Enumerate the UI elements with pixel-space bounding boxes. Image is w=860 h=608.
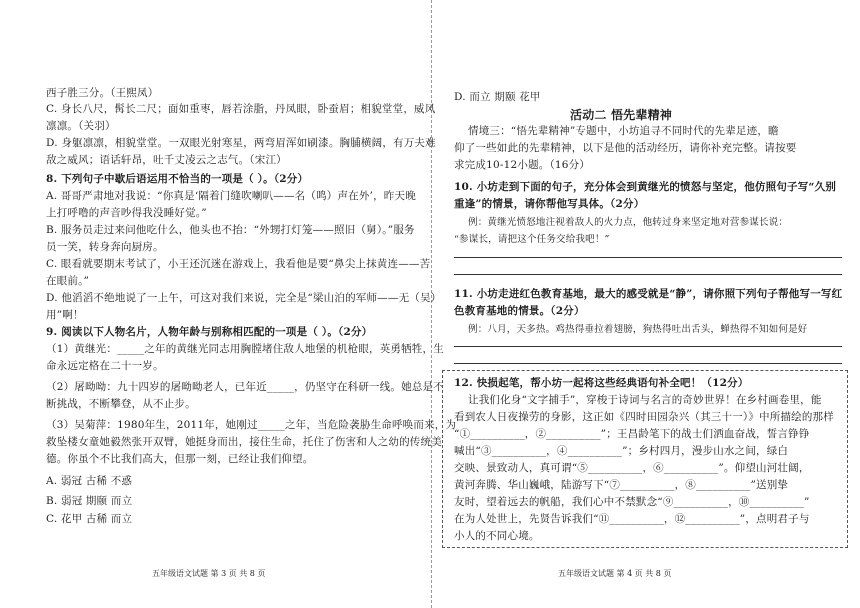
q9-option-c: C. 花甲 古稀 而立 — [46, 513, 133, 525]
q9-card-line: 德。你虽个不比我们高大，但那一刻，已经让我们仰望。 — [46, 453, 314, 465]
question-9-stem: 9. 阅读以下人物名片，人物年龄与别称相匹配的一项是（ ）。（2分） — [46, 326, 373, 338]
q9-card-line: （3）吴菊萍：1980年生，2011年，她刚过_____之年，当危险袭胁生命呼唤而来，为 — [46, 419, 457, 431]
q12-line: 黄河奔腾、华山巍峨，陆游写下“⑦__________，⑧__________”送别挚 — [454, 479, 789, 491]
answer-line[interactable] — [454, 274, 842, 275]
question-11-stem: 11. 小坊走进红色教育基地，最大的感受就是“静”，请你照下列句子帮他写一写红 — [454, 288, 843, 300]
question-10-stem: 10. 小坊走到下面的句子，充分体会到黄继光的愤怒与坚定，他仿照句子写“久别 — [454, 181, 837, 193]
text-line: 西子胜三分。（王熙凤） — [46, 87, 159, 99]
q9-card-line: （1）黄继光：_____之年的黄继光同志用胸膛堵住敌人地堡的机枪眼，英勇牺牲，生 — [46, 343, 444, 355]
q12-line: “①__________，②__________”；王昌龄笔下的战士们洒血奋战，誓言铮铮 — [454, 428, 810, 440]
answer-line[interactable] — [454, 257, 842, 258]
q9-card-line: （2）屠呦呦：九十四岁的屠呦呦老人，已年近_____，仍坚守在科研一线。她总是不 — [46, 381, 444, 393]
scenario-line: 求完成10-12小题。（16分） — [454, 159, 591, 171]
q12-line: 交映、景致动人，真可谓“⑤__________，⑥__________”。仰望山河壮阔， — [454, 462, 810, 474]
answer-line[interactable] — [454, 363, 842, 364]
q12-line: 喊出“③__________，④__________”；乡村四月，漫步山水之间，绿白 — [454, 445, 789, 457]
text-line: 敌之威风；语话轩昂，吐千丈凌云之志气。（宋江） — [46, 154, 287, 166]
page-3-footer: 五年级语文试题 第 3 页 共 8 页 — [152, 569, 266, 578]
question-11-stem-cont: 色教育基地的情景。（2分） — [454, 305, 585, 317]
q11-example: 例：八月，天多热。鸡热得垂拉着翅膀，狗热得吐出舌头，蝉热得不知如何是好 — [468, 324, 808, 335]
q9-option-a: A. 弱冠 古稀 不惑 — [46, 475, 133, 487]
q8-option-line: C. 眼看就要期末考试了，小王还沉迷在游戏上，我看他是要“鼻尖上抹黄连——苦 — [46, 258, 431, 270]
q8-option-line: 上打呼噜的声音吵得我没睡好觉。” — [46, 207, 207, 219]
q8-option-line: A. 哥哥严肃地对我说：“你真是‘隔着门缝吹喇叭——名（鸣）声在外’，昨天晚 — [46, 190, 416, 202]
answer-line[interactable] — [454, 346, 842, 347]
question-10-stem-cont: 重逢”的情景，请你帮他写具体。（2分） — [454, 198, 645, 210]
q8-option-line: D. 他滔滔不绝地说了一上午，可这对我们来说，完全是“梁山泊的军师——无（吴） — [46, 292, 442, 304]
text-line: D. 身躯凛凛，相貌堂堂。一双眼光射寒星，两弯眉浑如刷漆。胸脯横阔，有万夫难 — [46, 137, 436, 149]
q12-line: 看到农人日夜操劳的身影，这正如《四时田园杂兴（其三十一）》中所描绘的那样 — [454, 411, 834, 423]
q8-option-line: 在眼前。” — [46, 275, 90, 287]
q8-option-line: B. 服务员走过来问他吃什么，他头也不抬：“外甥打灯笼——照旧（舅）。”服务 — [46, 224, 415, 236]
activity-title: 活动二 悟先辈精神 — [570, 108, 672, 122]
q8-option-line: 用”啊！ — [46, 309, 84, 321]
q10-example: 例：黄继光愤怒地注视着敌人的火力点，他转过身来坚定地对营参谋长说： — [468, 217, 789, 228]
q10-example-cont: “参谋长，请把这个任务交给我吧！” — [454, 234, 610, 245]
q8-option-line: 员一笑，转身奔向厨房。 — [46, 241, 164, 253]
q12-line: 让我们化身“文字捕手”，穿梭于诗词与名言的奇妙世界！在乡村画卷里，能 — [468, 394, 822, 406]
page-4-footer: 五年级语文试题 第 4 页 共 8 页 — [558, 569, 672, 578]
text-line: 凛凛。（关羽） — [46, 120, 116, 132]
scenario-line: 情境三：“悟先辈精神”专题中，小坊追寻不同时代的先辈足迹，瞻 — [468, 125, 779, 137]
q9-card-line: 断挑战，不断攀登，从不止步。 — [46, 398, 196, 410]
q9-option-d: D. 而立 期颐 花甲 — [454, 91, 541, 103]
question-8-stem: 8. 下列句子中歇后语运用不恰当的一项是（ ）。（2分） — [46, 173, 309, 185]
q12-line: 友时，望着远去的帆船，我们心中不禁默念“⑨__________，⑩__________” — [454, 496, 810, 508]
q12-line: 小人的不同心境。 — [454, 530, 540, 542]
question-12-stem: 12. 快损起笔，帮小坊一起将这些经典语句补全吧！（12分） — [454, 377, 749, 389]
scenario-line: 仰了一些如此的先辈精神，以下是他的活动经历，请你补充完整。请按要 — [454, 142, 797, 154]
exam-page-4 — [430, 0, 860, 608]
q9-card-line: 命永远定格在二十一岁。 — [46, 360, 164, 372]
text-line: C. 身长八尺，髯长二尺；面如重枣，唇若涂脂，丹凤眼，卧蚕眉；相貌堂堂，威风 — [46, 103, 436, 115]
q12-line: 在为人处世上，先贤告诉我们“⑪__________，⑫__________”，点明君子与 — [454, 513, 810, 525]
q9-option-b: B. 弱冠 期颐 而立 — [46, 495, 133, 507]
q9-card-line: 救坠楼女童她毅然张开双臂，她挺身而出，接住生命，托住了伤害和人之幼的传统美 — [46, 436, 442, 448]
